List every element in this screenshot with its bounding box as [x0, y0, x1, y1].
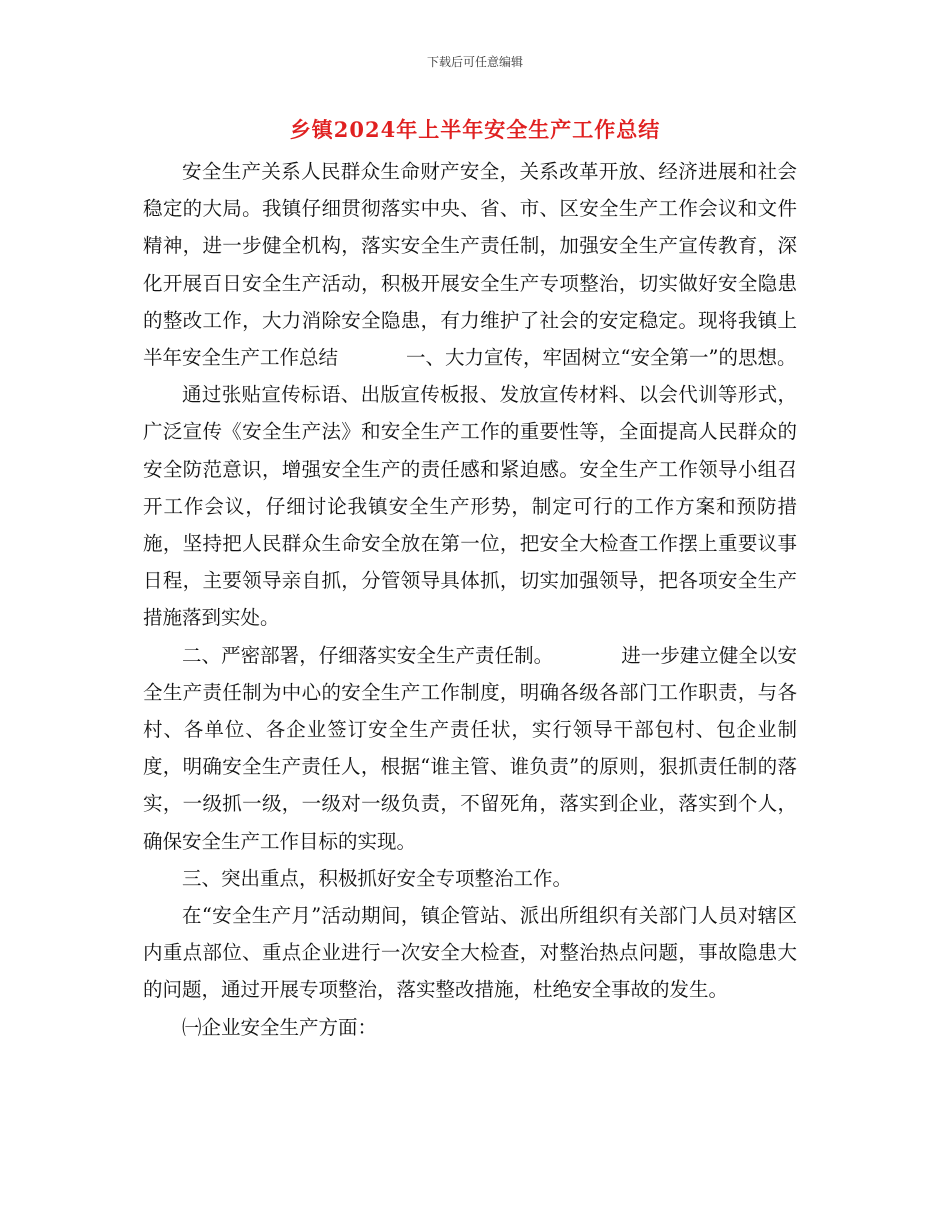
paragraph-responsibility: [143, 637, 797, 860]
document-title: 乡镇2024年上半年安全生产工作总结: [289, 117, 661, 142]
section-heading-1: 一、大力宣传，牢固树立“安全第一”的思想。: [406, 346, 797, 370]
paragraph-intro-text: 安全生产关系人民群众生命财产安全，关系改革开放、经济进展和社会稳定的大局。我镇仔细贯彻落实中央、省、市、区安全生产工作会议和文件精神，进一步健全机构，落实安全生产责任制，加强安全生产宣传教育，深化开展百日安全生产活动，积极开展安全生产专项整治，切实做好安全隐患的整改工作，大力消除安全隐患，有力维护了社会的安定稳定。现将我镇上半年安全生产工作总结: [143, 160, 797, 370]
section-heading-2: 二、严密部署，仔细落实安全生产责任制。: [182, 643, 554, 667]
paragraph-intro: [143, 153, 797, 376]
subsection-heading-enterprise: ㈠企业安全生产方面：: [182, 1015, 378, 1039]
paragraph-inspection: 在“安全生产月”活动期间，镇企管站、派出所组织有关部门人员对辖区内重点部位、重点企业进行一次安全大检查，对整治热点问题，事故隐患大的问题，通过开展专项整治，落实整改措施，杜绝安全事故的发生。: [143, 904, 797, 1002]
document-body: [143, 153, 797, 1046]
paragraph-publicity: 通过张贴宣传标语、出版宣传板报、发放宣传材料、以会代训等形式，广泛宣传《安全生产法》和安全生产工作的重要性等，全面提高人民群众的安全防范意识，增强安全生产的责任感和紧迫感。安全生产工作领导小组召开工作会议，仔细讨论我镇安全生产形势，制定可行的工作方案和预防措施，坚持把人民群众生命安全放在第一位，把安全大检查工作摆上重要议事日程，主要领导亲自抓，分管领导具体抓，切实加强领导，把各项安全生产措施落到实处。: [143, 383, 797, 630]
header-note: 下载后可任意编辑: [426, 55, 523, 69]
paragraph-responsibility-text: 进一步建立健全以安全生产责任制为中心的安全生产工作制度，明确各级各部门工作职责，与各村、各单位、各企业签订安全生产责任状，实行领导干部包村、包企业制度，明确安全生产责任人，根据“谁主管、谁负责”的原则，狠抓责任制的落实，一级抓一级，一级对一级负责，不留死角，落实到企业，落实到个人，确保安全生产工作目标的实现。: [143, 643, 797, 853]
section-heading-3: 三、突出重点，积极抓好安全专项整治工作。: [182, 866, 573, 890]
